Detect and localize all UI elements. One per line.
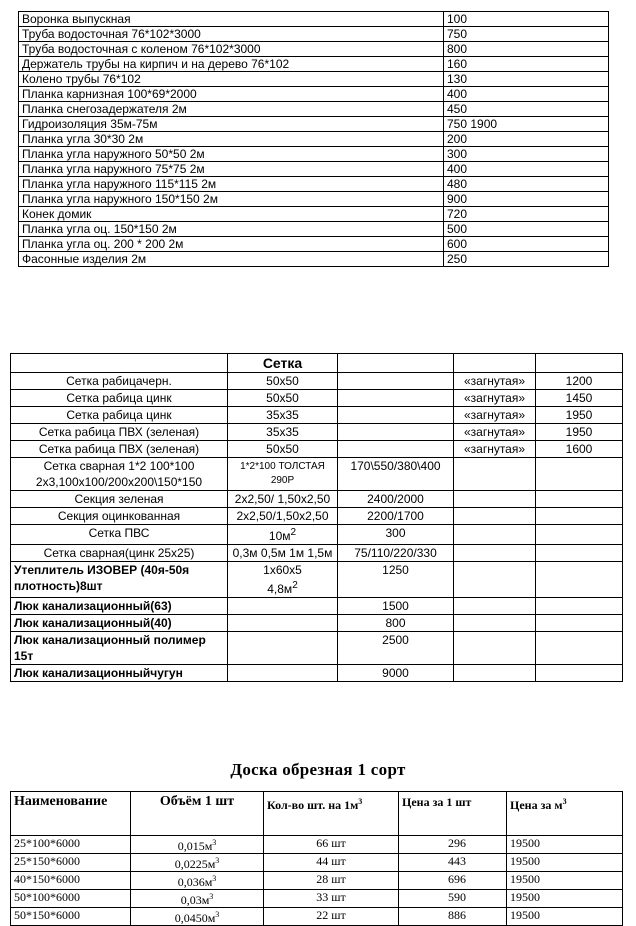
lumber-volume [131, 872, 264, 890]
table-row [19, 102, 609, 117]
cell: 2500 [338, 632, 454, 665]
cell: «загнутая» [454, 390, 536, 407]
price-table-drainage-body [19, 12, 609, 267]
cell: 1250 [338, 562, 454, 598]
cell: «загнутая» [454, 441, 536, 458]
item-price: 100 [444, 12, 609, 27]
table-row [11, 390, 623, 407]
table-row [11, 373, 623, 390]
column-header-text: Кол-во шт. на 1м [267, 798, 359, 812]
table-row [11, 872, 623, 890]
table-row [11, 545, 623, 562]
table-row [19, 222, 609, 237]
column-header [264, 792, 399, 836]
item-price: 450 [444, 102, 609, 117]
cell: 1450 [536, 390, 623, 407]
lumber-price-piece: 296 [399, 836, 507, 854]
mesh-table-header: Сетка [228, 354, 338, 373]
table-row [11, 441, 623, 458]
table-row [19, 237, 609, 252]
table-row [11, 407, 623, 424]
table-row [19, 132, 609, 147]
lumber-volume [131, 854, 264, 872]
unit-superscript: 3 [212, 838, 217, 847]
item-price: 400 [444, 87, 609, 102]
table-row [11, 458, 623, 491]
lumber-volume-value: 0,0450м [174, 911, 216, 925]
cell: 75/110/220/330 [338, 545, 454, 562]
unit-superscript: 3 [212, 874, 217, 883]
lumber-size: 50*150*6000 [11, 908, 131, 926]
lumber-price-m3: 19500 [507, 836, 623, 854]
table-row [11, 854, 623, 872]
cell: 50х50 [228, 373, 338, 390]
cell: 2400/2000 [338, 491, 454, 508]
table-row [11, 615, 623, 632]
table-row [11, 598, 623, 615]
item-price: 130 [444, 72, 609, 87]
cell: Люк канализационный полимер 15т [11, 632, 228, 665]
lumber-price-piece: 886 [399, 908, 507, 926]
table-row [11, 836, 623, 854]
table-row [11, 562, 623, 598]
column-header: Наименование [11, 792, 131, 836]
lumber-volume [131, 908, 264, 926]
lumber-size: 50*100*6000 [11, 890, 131, 908]
unit-superscript: 3 [215, 856, 220, 865]
cell: «загнутая» [454, 407, 536, 424]
cell: 50х50 [228, 441, 338, 458]
unit-superscript: 3 [562, 797, 567, 806]
cell: 2х2,50/ 1,50х2,50 [228, 491, 338, 508]
cell-text: 10м [268, 529, 291, 543]
table-row [19, 162, 609, 177]
table-row [19, 207, 609, 222]
item-name: Гидроизоляция 35м-75м [19, 117, 444, 132]
item-name: Планка угла оц. 150*150 2м [19, 222, 444, 237]
unit-superscript: 3 [209, 892, 214, 901]
item-name: Колено трубы 76*102 [19, 72, 444, 87]
lumber-size: 25*100*6000 [11, 836, 131, 854]
lumber-count: 22 шт [264, 908, 399, 926]
cell: 2х2,50/1,50х2,50 [228, 508, 338, 525]
table-row [11, 424, 623, 441]
cell: 800 [338, 615, 454, 632]
table-row [19, 42, 609, 57]
lumber-price-m3: 19500 [507, 908, 623, 926]
price-table-mesh [10, 353, 623, 682]
cell: 1200 [536, 373, 623, 390]
item-name: Планка снегозадержателя 2м [19, 102, 444, 117]
lumber-size: 40*150*6000 [11, 872, 131, 890]
unit-superscript: 3 [215, 910, 220, 919]
cell: Сетка рабица цинк [11, 390, 228, 407]
price-table-lumber [10, 791, 623, 926]
item-price: 480 [444, 177, 609, 192]
lumber-volume-value: 0,036м [177, 875, 213, 889]
item-price: 750 1900 [444, 117, 609, 132]
lumber-count: 28 шт [264, 872, 399, 890]
cell: Сетка рабица ПВХ (зеленая) [11, 441, 228, 458]
item-name: Держатель трубы на кирпич и на дерево 76*102 [19, 57, 444, 72]
item-price: 500 [444, 222, 609, 237]
table-row [19, 177, 609, 192]
unit-superscript: 2 [292, 580, 298, 591]
lumber-price-m3: 19500 [507, 890, 623, 908]
item-name: Планка угла 30*30 2м [19, 132, 444, 147]
cell: 35х35 [228, 424, 338, 441]
item-price: 600 [444, 237, 609, 252]
cell-text: 4,8м [267, 582, 293, 596]
table-row [11, 508, 623, 525]
cell [228, 562, 338, 598]
lumber-price-m3: 19500 [507, 872, 623, 890]
table-row [11, 632, 623, 665]
table-row [19, 57, 609, 72]
cell-text-line2 [231, 578, 334, 597]
lumber-volume [131, 890, 264, 908]
item-price: 160 [444, 57, 609, 72]
column-header [507, 792, 623, 836]
table-row [11, 665, 623, 682]
cell: 1*2*100 ТОЛСТАЯ 290Р [228, 458, 338, 491]
lumber-price-piece: 590 [399, 890, 507, 908]
column-header: Объём 1 шт [131, 792, 264, 836]
lumber-volume [131, 836, 264, 854]
cell: 9000 [338, 665, 454, 682]
unit-superscript: 2 [290, 527, 297, 538]
cell: Сетка сварная(цинк 25х25) [11, 545, 228, 562]
lumber-count: 33 шт [264, 890, 399, 908]
cell [228, 525, 338, 545]
item-name: Планка угла наружного 150*150 2м [19, 192, 444, 207]
cell: 170\550/380\400 [338, 458, 454, 491]
table-row [19, 12, 609, 27]
table-row [11, 908, 623, 926]
lumber-section-title: Доска обрезная 1 сорт [230, 760, 406, 779]
lumber-count: 66 шт [264, 836, 399, 854]
table-row [19, 117, 609, 132]
price-table-lumber-body [11, 836, 623, 926]
item-name: Конек домик [19, 207, 444, 222]
cell: Сетка сварная 1*2 100*100 2х3,100х100/200х200\150*150 [11, 458, 228, 491]
cell: 0,3м 0,5м 1м 1,5м [228, 545, 338, 562]
lumber-volume-value: 0,03м [180, 893, 210, 907]
cell: «загнутая» [454, 424, 536, 441]
item-name: Планка карнизная 100*69*2000 [19, 87, 444, 102]
table-row [19, 147, 609, 162]
cell: 1600 [536, 441, 623, 458]
item-name: Планка угла наружного 115*115 2м [19, 177, 444, 192]
price-table-drainage [18, 11, 609, 267]
cell: 1500 [338, 598, 454, 615]
item-name: Планка угла наружного 50*50 2м [19, 147, 444, 162]
table-row [11, 354, 623, 373]
lumber-volume-value: 0,0225м [174, 857, 216, 871]
cell: 1950 [536, 407, 623, 424]
table-row [11, 525, 623, 545]
item-price: 750 [444, 27, 609, 42]
table-row [19, 252, 609, 267]
column-header-text: Цена за м [510, 798, 563, 812]
cell: Секция зеленая [11, 491, 228, 508]
item-name: Планка угла наружного 75*75 2м [19, 162, 444, 177]
item-price: 250 [444, 252, 609, 267]
lumber-size: 25*150*6000 [11, 854, 131, 872]
unit-superscript: 3 [358, 797, 363, 806]
cell: 50х50 [228, 390, 338, 407]
cell: Люк канализационный(40) [11, 615, 228, 632]
item-name: Труба водосточная 76*102*3000 [19, 27, 444, 42]
lumber-volume-value: 0,015м [177, 839, 213, 853]
item-price: 300 [444, 147, 609, 162]
item-name: Фасонные изделия 2м [19, 252, 444, 267]
cell: Сетка ПВС [11, 525, 228, 545]
item-price: 800 [444, 42, 609, 57]
cell: Люк канализационный(63) [11, 598, 228, 615]
table-row [19, 27, 609, 42]
table-row [19, 87, 609, 102]
column-header: Цена за 1 шт [399, 792, 507, 836]
cell: 1950 [536, 424, 623, 441]
table-row [11, 491, 623, 508]
item-price: 900 [444, 192, 609, 207]
table-row [19, 192, 609, 207]
item-price: 720 [444, 207, 609, 222]
lumber-count: 44 шт [264, 854, 399, 872]
cell: Сетка рабица ПВХ (зеленая) [11, 424, 228, 441]
item-name: Планка угла оц. 200 * 200 2м [19, 237, 444, 252]
table-row [11, 890, 623, 908]
item-price: 400 [444, 162, 609, 177]
lumber-price-piece: 696 [399, 872, 507, 890]
cell: Сетка рабицачерн. [11, 373, 228, 390]
item-name: Воронка выпускная [19, 12, 444, 27]
item-price: 200 [444, 132, 609, 147]
cell: 35х35 [228, 407, 338, 424]
cell: 300 [338, 525, 454, 545]
lumber-price-m3: 19500 [507, 854, 623, 872]
cell: Секция оцинкованная [11, 508, 228, 525]
cell: 2200/1700 [338, 508, 454, 525]
cell: Сетка рабица цинк [11, 407, 228, 424]
cell: Утеплитель ИЗОВЕР (40я-50я плотность)8шт [11, 562, 228, 598]
cell-text: 1х60х5 [263, 563, 302, 577]
lumber-price-piece: 443 [399, 854, 507, 872]
table-header-row [11, 792, 623, 836]
item-name: Труба водосточная с коленом 76*102*3000 [19, 42, 444, 57]
table-row [19, 72, 609, 87]
cell: Люк канализационныйчугун [11, 665, 228, 682]
cell: «загнутая» [454, 373, 536, 390]
